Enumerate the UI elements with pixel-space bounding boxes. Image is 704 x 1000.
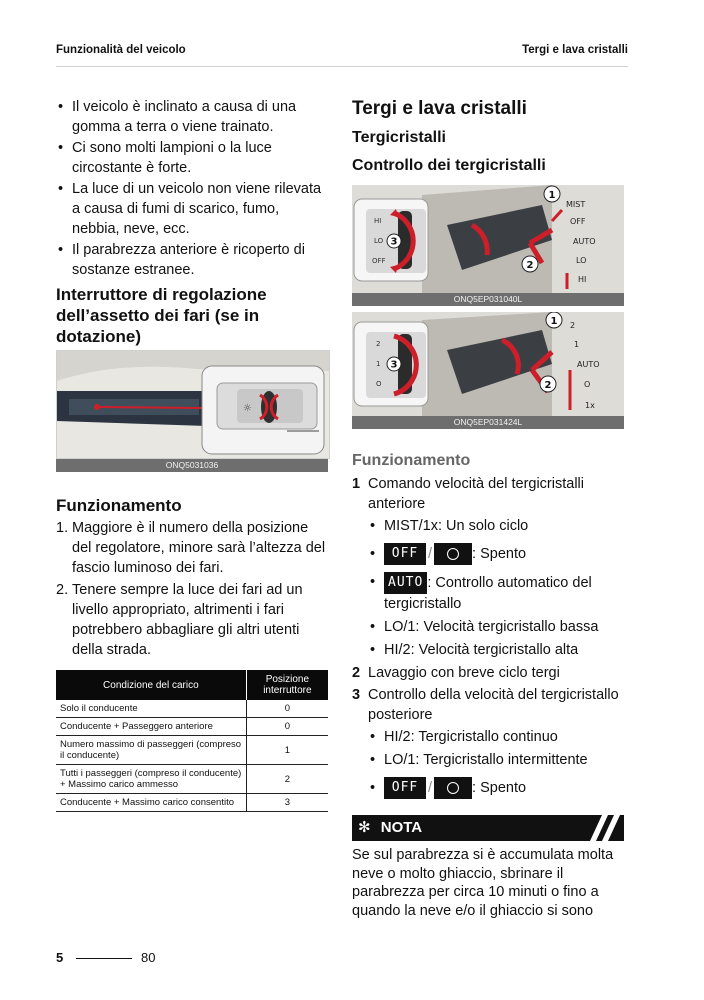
nota-title: NOTA [380, 819, 423, 836]
position-label: OFF [570, 217, 586, 226]
nota-box [352, 815, 624, 920]
list-item: • Il veicolo è inclinato a causa di una gomma a terra o viene trainato. [56, 97, 328, 137]
table-cell-position: 2 [246, 765, 328, 794]
left-steps [56, 518, 328, 662]
auto-key-icon: AUTO [384, 572, 427, 594]
function-item [352, 474, 627, 660]
callout-3: 3 [390, 236, 398, 248]
dial-label: LO [374, 237, 384, 245]
table-cell-position: 1 [246, 736, 328, 765]
sub-item: • HI/2: Velocità tergicristallo alta [368, 640, 627, 660]
table-cell-condition: Conducente + Massimo carico consentito [56, 794, 246, 812]
table-row [56, 794, 328, 812]
sub-item-text: : Controllo automatico del tergicristallo [384, 574, 592, 612]
nota-header [352, 815, 624, 841]
position-label: 1 [574, 340, 580, 349]
footer-page: 80 [141, 950, 156, 965]
nota-star-icon: ✻ [358, 819, 371, 836]
figure-caption: ONQ5EP031424L [352, 416, 624, 429]
left-funzionamento-title: Funzionamento [56, 496, 182, 515]
step-number: 1. [56, 520, 69, 536]
function-text: Controllo della velocità del tergicristallo posteriore [368, 687, 619, 723]
table-cell-condition: Tutti i passeggeri (compreso il conducente) + Massimo carico ammesso [56, 765, 246, 794]
position-label: AUTO [577, 360, 600, 369]
list-item: • La luce di un veicolo non viene rilevata a causa di fumi di scarico, fumo, nebbia, neve, ecc. [56, 179, 328, 239]
separator: / [428, 546, 433, 562]
step-item [56, 580, 328, 660]
wiper-stalk-illustration-1 [352, 185, 624, 293]
table-row [56, 736, 328, 765]
table-cell-condition: Conducente + Passeggero anteriore [56, 718, 246, 736]
function-item [352, 663, 627, 683]
footer-rule [76, 958, 132, 959]
table-cell-position: 3 [246, 794, 328, 812]
off-circle-key-icon [434, 543, 472, 565]
function-text: Lavaggio con breve ciclo tergi [368, 665, 560, 681]
svg-text:☼: ☼ [243, 403, 252, 414]
table-header-position: Posizione interruttore [246, 670, 328, 700]
off-key-icon: OFF [384, 777, 426, 799]
sub-item [368, 572, 627, 614]
nota-stripes-icon [584, 815, 620, 841]
position-label: MIST [566, 200, 586, 209]
sub-item: • LO/1: Tergicristallo intermittente [368, 750, 627, 770]
sub-item-text: : Spento [472, 780, 527, 796]
position-label: HI [578, 275, 587, 284]
position-label: AUTO [573, 237, 596, 246]
function-item [352, 685, 627, 803]
sub-item-text: : Spento [472, 546, 527, 562]
headlight-dash-illustration [56, 350, 330, 459]
subtitle-wiper-control: Controllo dei tergicristalli [352, 157, 546, 174]
step-number: 2. [56, 582, 69, 598]
callout-3: 3 [390, 359, 398, 371]
load-condition-table [56, 670, 328, 812]
list-item: • Il parabrezza anteriore è ricoperto di sostanze estranee. [56, 240, 328, 280]
subtitle-wipers: Tergicristalli [352, 129, 446, 146]
table-cell-condition: Numero massimo di passeggeri (compreso il conducente) [56, 736, 246, 765]
wiper-figure-1 [352, 185, 624, 306]
function-number: 3 [352, 687, 361, 703]
callout-1: 1 [548, 190, 556, 201]
off-circle-key-icon [434, 777, 472, 799]
step-text: Tenere sempre la luce dei fari ad un livello appropriato, altrimenti i fari potrebbero abbagliare gli altri utenti della strada. [72, 582, 303, 658]
function-number: 2 [352, 665, 361, 681]
right-funzionamento-title: Funzionamento [352, 452, 471, 469]
off-key-icon: OFF [384, 543, 426, 565]
running-header-left: Funzionalità del veicolo [56, 44, 186, 56]
table-cell-position: 0 [246, 700, 328, 718]
headlight-leveling-figure [56, 350, 328, 470]
sub-item: • MIST/1x: Un solo ciclo [368, 516, 627, 536]
dial-label: 2 [376, 340, 381, 348]
circle-icon [447, 782, 459, 794]
position-label: O [584, 380, 591, 389]
callout-1: 1 [550, 316, 558, 327]
table-row [56, 765, 328, 794]
nota-text: Se sul parabrezza si è accumulata molta neve o molto ghiaccio, sbrinare il parabrezza per circa 10 minuti o fino a quando la neve e/o il ghiaccio si sono [352, 847, 614, 919]
position-label: LO [576, 256, 587, 265]
step-item [56, 518, 328, 578]
function-sublist [368, 516, 627, 660]
callout-2: 2 [526, 260, 534, 271]
dial-label: O [376, 380, 382, 388]
list-item: • Ci sono molti lampioni o la luce circostante è forte. [56, 138, 328, 178]
callout-2: 2 [544, 380, 552, 391]
wiper-stalk-illustration-2 [352, 312, 624, 416]
figure-caption: ONQ5EP031040L [352, 293, 624, 306]
header-divider [56, 66, 628, 67]
left-bullets [56, 97, 328, 281]
step-text: Maggiore è il numero della posizione del regolatore, minore sarà l’altezza del fascio luminoso dei fari. [72, 520, 326, 576]
table-row [56, 700, 328, 718]
dial-label: 1 [376, 360, 381, 368]
wiper-figure-2 [352, 312, 624, 429]
section-title-headlight-leveling: Interruttore di regolazione dell’assetto dei fari (se in dotazione) [56, 285, 267, 346]
table-cell-position: 0 [246, 718, 328, 736]
sub-item: • HI/2: Tergicristallo continuo [368, 727, 627, 747]
table-row [56, 718, 328, 736]
wiper-functions [352, 474, 627, 806]
function-sublist [368, 727, 627, 803]
separator: / [428, 780, 433, 796]
page-title: Tergi e lava cristalli [352, 98, 527, 119]
figure-caption: ONQ5031036 [56, 459, 328, 472]
footer-chapter: 5 [56, 950, 64, 965]
dial-label: OFF [372, 257, 386, 265]
table-header-condition: Condizione del carico [56, 670, 246, 700]
sub-item [368, 539, 627, 569]
running-header-right: Tergi e lava cristalli [522, 44, 628, 56]
position-label: 2 [570, 321, 576, 330]
function-text: Comando velocità del tergicristalli anteriore [368, 476, 584, 512]
function-number: 1 [352, 476, 361, 492]
circle-icon [447, 548, 459, 560]
dial-label: HI [374, 217, 382, 225]
position-label: 1x [585, 401, 595, 410]
sub-item [368, 773, 627, 803]
table-cell-condition: Solo il conducente [56, 700, 246, 718]
sub-item: • LO/1: Velocità tergicristallo bassa [368, 617, 627, 637]
